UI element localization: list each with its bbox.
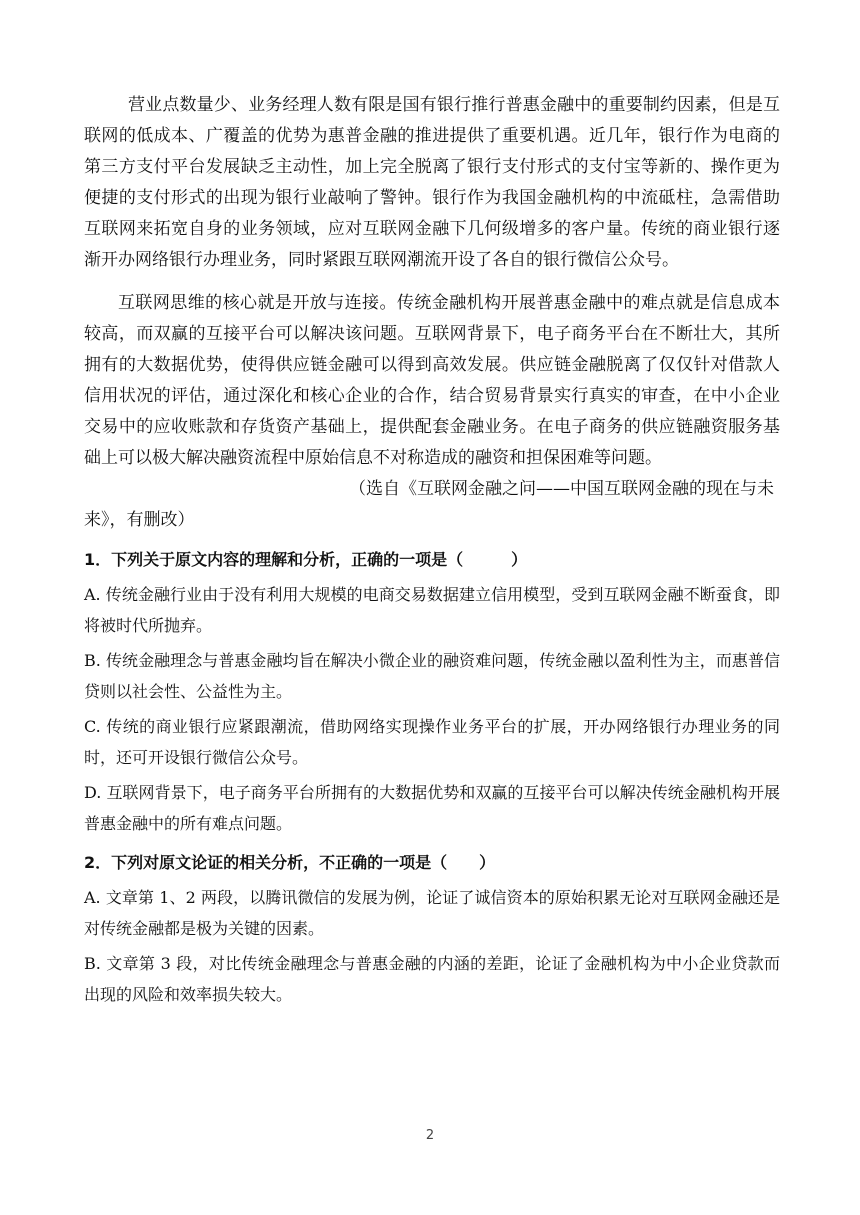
page-number: 2 xyxy=(425,1128,435,1143)
source-citation-line-2: 来》，有删改） xyxy=(84,510,195,530)
question-1-option-b: B. 传统金融理念与普惠金融均旨在解决小微企业的融资难问题，传统金融以盈利性为主，而惠普信贷则以社会性、公益性为主。 xyxy=(84,651,780,701)
question-2-option-a: A. 文章第 1、2 两段，以腾讯微信的发展为例，论证了诚信资本的原始积累无论对互联网金融还是对传统金融都是极为关键的因素。 xyxy=(84,888,780,938)
document-page xyxy=(84,90,780,1010)
question-1-option-d: D. 互联网背景下，电子商务平台所拥有的大数据优势和双赢的互接平台可以解决传统金融机构开展普惠金融中的所有难点问题。 xyxy=(84,783,780,833)
question-1-stem: 1．下列关于原文内容的理解和分析，正确的一项是（ ） xyxy=(84,550,528,569)
passage-paragraph-1: 营业点数量少、业务经理人数有限是国有银行推行普惠金融中的重要制约因素，但是互联网的低成本、广覆盖的优势为惠普金融的推进提供了重要机遇。近几年，银行作为电商的第三方支付平台发展缺乏主动性，加上完全脱离了银行支付形式的支付宝等新的、操作更为便捷的支付形式的出现为银行业敲响了警钟。银行作为我国金融机构的中流砥柱，急需借助互联网来拓宽自身的业务领域，应对互联网金融下几何级增多的客户量。传统的商业银行逐渐开办网络银行办理业务，同时紧跟互联网潮流开设了各自的银行微信公众号。 xyxy=(84,95,780,270)
question-2-option-b: B. 文章第 3 段，对比传统金融理念与普惠金融的内涵的差距，论证了金融机构为中小企业贷款而出现的风险和效率损失较大。 xyxy=(84,954,780,1004)
question-1-option-a: A. 传统金融行业由于没有利用大规模的电商交易数据建立信用模型，受到互联网金融不断蚕食，即将被时代所抛弃。 xyxy=(84,585,780,635)
source-citation xyxy=(84,474,780,536)
passage-paragraph-2: 互联网思维的核心就是开放与连接。传统金融机构开展普惠金融中的难点就是信息成本较高，而双赢的互接平台可以解决该问题。互联网背景下，电子商务平台在不断壮大，其所拥有的大数据优势，使得供应链金融可以得到高效发展。供应链金融脱离了仅仅针对借款人信用状况的评估，通过深化和核心企业的合作，结合贸易背景实行真实的审查，在中小企业交易中的应收账款和存货资产基础上，提供配套金融业务。在电子商务的供应链融资服务基础上可以极大解决融资流程中原始信息不对称造成的融资和担保困难等问题。 xyxy=(84,293,780,468)
source-citation-line-1: （选自《互联网金融之问——中国互联网金融的现在与未 xyxy=(349,479,774,499)
question-2-stem: 2．下列对原文论证的相关分析，不正确的一项是（ ） xyxy=(84,853,496,872)
question-1-option-c: C. 传统的商业银行应紧跟潮流，借助网络实现操作业务平台的扩展，开办网络银行办理业务的同时，还可开设银行微信公众号。 xyxy=(84,717,780,767)
question-1 xyxy=(84,544,780,839)
question-2 xyxy=(84,847,780,1010)
